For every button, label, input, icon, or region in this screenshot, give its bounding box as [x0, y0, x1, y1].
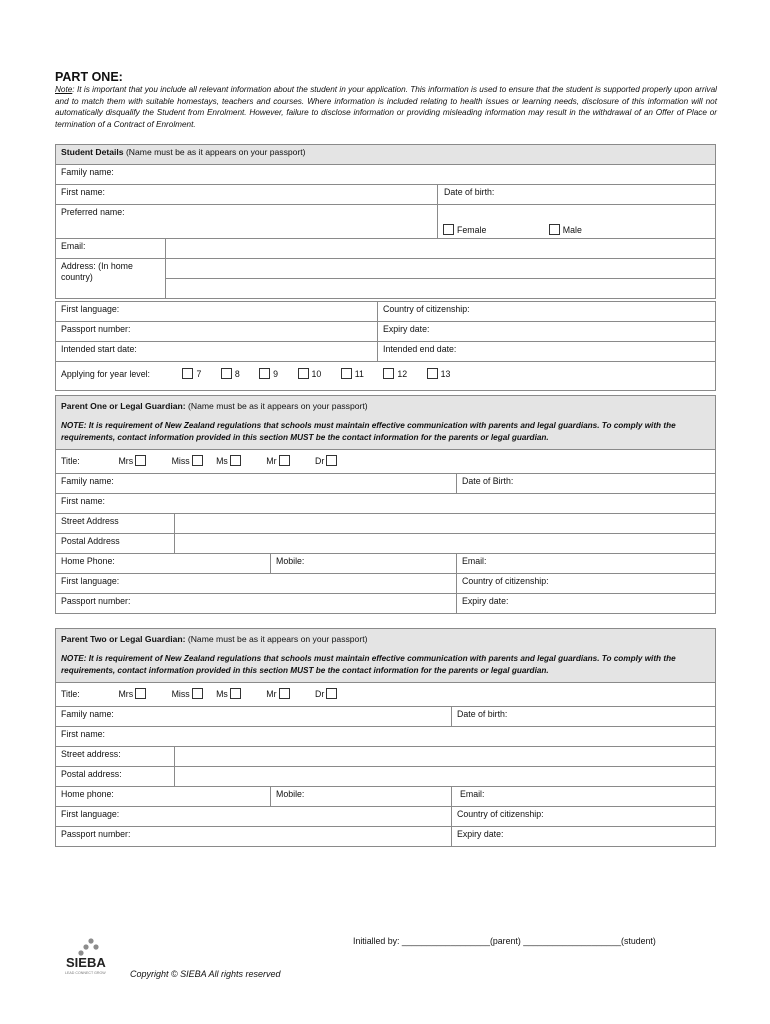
parent-one-family-name-field[interactable]: Family name: — [56, 474, 457, 494]
year-12-checkbox[interactable] — [383, 368, 394, 379]
parent-one-ms-checkbox[interactable] — [230, 455, 241, 466]
parent-one-postal-label: Postal Address — [56, 534, 175, 554]
parent-one-email-field[interactable]: Email: — [457, 554, 716, 574]
parent-one-street-label: Street Address — [56, 514, 175, 534]
parent-one-section-header: Parent One or Legal Guardian: (Name must be as it appears on your passport) NOTE: It is requirement of New Zealand regulations that schools must maintain effective communication with parents and legal guardians. To comply with the requirements, contact information provided in this section MUST be the contact information for the parents or legal guardian. — [56, 396, 716, 450]
year-9-checkbox[interactable] — [259, 368, 270, 379]
parent-two-home-phone-field[interactable]: Home phone: — [56, 787, 271, 807]
parent-one-street-input[interactable] — [175, 514, 716, 534]
parent-two-title-row: Title: Mrs Miss Ms Mr Dr — [56, 683, 716, 707]
sieba-logo — [62, 936, 122, 976]
parent-one-expiry-field[interactable]: Expiry date: — [457, 594, 716, 614]
note-label: Note — [55, 85, 73, 94]
parent-one-note: NOTE: It is requirement of New Zealand regulations that schools must maintain effective communication with parents and legal guardians. To comply with the requirements, contact information provided in this section MUST be the contact information for the parents or legal guardian. — [61, 421, 676, 442]
student-citizenship-field[interactable]: Country of citizenship: — [378, 302, 716, 322]
year-10-checkbox[interactable] — [298, 368, 309, 379]
parent-two-first-language-field[interactable]: First language: — [56, 807, 452, 827]
student-address-label: Address: (In home country) — [56, 259, 166, 299]
parent-one-mrs-checkbox[interactable] — [135, 455, 146, 466]
student-email-input[interactable] — [166, 239, 716, 259]
parent-two-dob-field[interactable]: Date of birth: — [452, 707, 716, 727]
year-8-checkbox[interactable] — [221, 368, 232, 379]
parent-one-miss-checkbox[interactable] — [192, 455, 203, 466]
parent-two-email-field[interactable]: Email: — [452, 787, 716, 807]
parent-one-first-language-field[interactable]: First language: — [56, 574, 457, 594]
student-preferred-name-field[interactable]: Preferred name: — [56, 205, 438, 239]
parent-two-ms-checkbox[interactable] — [230, 688, 241, 699]
student-email-label: Email: — [56, 239, 166, 259]
parent-one-mobile-field[interactable]: Mobile: — [271, 554, 457, 574]
parent-two-street-label: Street address: — [56, 747, 175, 767]
parent-one-postal-input[interactable] — [175, 534, 716, 554]
student-dob-field[interactable]: Date of birth: — [438, 185, 716, 205]
parent-two-postal-label: Postal address: — [56, 767, 175, 787]
parent-one-first-name-field[interactable]: First name: — [56, 494, 716, 514]
logo-tagline: LEAD CONNECT GROW — [65, 971, 106, 975]
parent-two-citizenship-field[interactable]: Country of citizenship: — [452, 807, 716, 827]
copyright-text: Copyright © SIEBA All rights reserved — [130, 969, 281, 979]
parent-two-street-input[interactable] — [175, 747, 716, 767]
parent-two-mr-checkbox[interactable] — [279, 688, 290, 699]
male-checkbox[interactable] — [549, 224, 560, 235]
parent-one-home-phone-field[interactable]: Home Phone: — [56, 554, 271, 574]
year-13-checkbox[interactable] — [427, 368, 438, 379]
student-first-name-field[interactable]: First name: — [56, 185, 438, 205]
year-11-checkbox[interactable] — [341, 368, 352, 379]
parent-two-first-name-field[interactable]: First name: — [56, 727, 716, 747]
initialled-by-line: Initialled by: __________________(parent) ____________________(student) — [353, 936, 656, 946]
parent-two-expiry-field[interactable]: Expiry date: — [452, 827, 716, 847]
parent-two-mobile-field[interactable]: Mobile: — [271, 787, 452, 807]
student-end-date-field[interactable]: Intended end date: — [378, 342, 716, 362]
logo-wordmark: SIEBA — [66, 955, 106, 970]
parent-one-table — [55, 395, 716, 614]
student-section-header: Student Details (Name must be as it appears on your passport) — [56, 145, 716, 165]
note-paragraph — [55, 84, 717, 130]
year-7-checkbox[interactable] — [182, 368, 193, 379]
student-first-language-field[interactable]: First language: — [56, 302, 378, 322]
student-address-input-1[interactable] — [166, 259, 716, 279]
year-level-label: Applying for year level: — [61, 369, 150, 379]
parent-two-note: NOTE: It is requirement of New Zealand regulations that schools must maintain effective communication with parents and legal guardians. To comply with the requirements, contact information provided in this section MUST be the contact information for the parents or legal guardian. — [61, 654, 676, 675]
parent-one-passport-field[interactable]: Passport number: — [56, 594, 457, 614]
parent-two-miss-checkbox[interactable] — [192, 688, 203, 699]
parent-one-citizenship-field[interactable]: Country of citizenship: — [457, 574, 716, 594]
parent-one-dob-field[interactable]: Date of Birth: — [457, 474, 716, 494]
student-family-name-field[interactable]: Family name: — [56, 165, 716, 185]
parent-one-title-row: Title: Mrs Miss Ms Mr Dr — [56, 450, 716, 474]
student-passport-field[interactable]: Passport number: — [56, 322, 378, 342]
student-start-date-field[interactable]: Intended start date: — [56, 342, 378, 362]
page-title: PART ONE: — [55, 70, 123, 84]
parent-one-mr-checkbox[interactable] — [279, 455, 290, 466]
note-text: : It is important that you include all relevant information about the student in your application. This information is used to ensure that the student is supported properly upon arrival and to match them with suitable homestays, teachers and courses. Where information is included relating to health issues or learning needs, disclosure of this information will not automatically disqualify the Student from Enrolment. However, failure to disclose information or providing misleading information may result in the withdrawal of an Offer of Place or termination of a Contract of Enrolment. — [55, 85, 717, 129]
student-details-table — [55, 144, 716, 391]
sieba-logo-mark-icon — [78, 938, 98, 955]
student-sex-field: Female Male — [438, 205, 716, 239]
year-level-row: Applying for year level: 7 8 9 10 11 12 13 — [56, 362, 716, 391]
parent-two-mrs-checkbox[interactable] — [135, 688, 146, 699]
parent-one-dr-checkbox[interactable] — [326, 455, 337, 466]
parent-two-dr-checkbox[interactable] — [326, 688, 337, 699]
parent-two-section-header: Parent Two or Legal Guardian: (Name must be as it appears on your passport) NOTE: It is requirement of New Zealand regulations that schools must maintain effective communication with parents and legal guardians. To comply with the requirements, contact information provided in this section MUST be the contact information for the parents or legal guardian. — [56, 629, 716, 683]
parent-two-postal-input[interactable] — [175, 767, 716, 787]
student-expiry-field[interactable]: Expiry date: — [378, 322, 716, 342]
parent-two-passport-field[interactable]: Passport number: — [56, 827, 452, 847]
female-checkbox[interactable] — [443, 224, 454, 235]
parent-two-family-name-field[interactable]: Family name: — [56, 707, 452, 727]
student-address-input-2[interactable] — [166, 279, 716, 299]
parent-two-table — [55, 628, 716, 847]
